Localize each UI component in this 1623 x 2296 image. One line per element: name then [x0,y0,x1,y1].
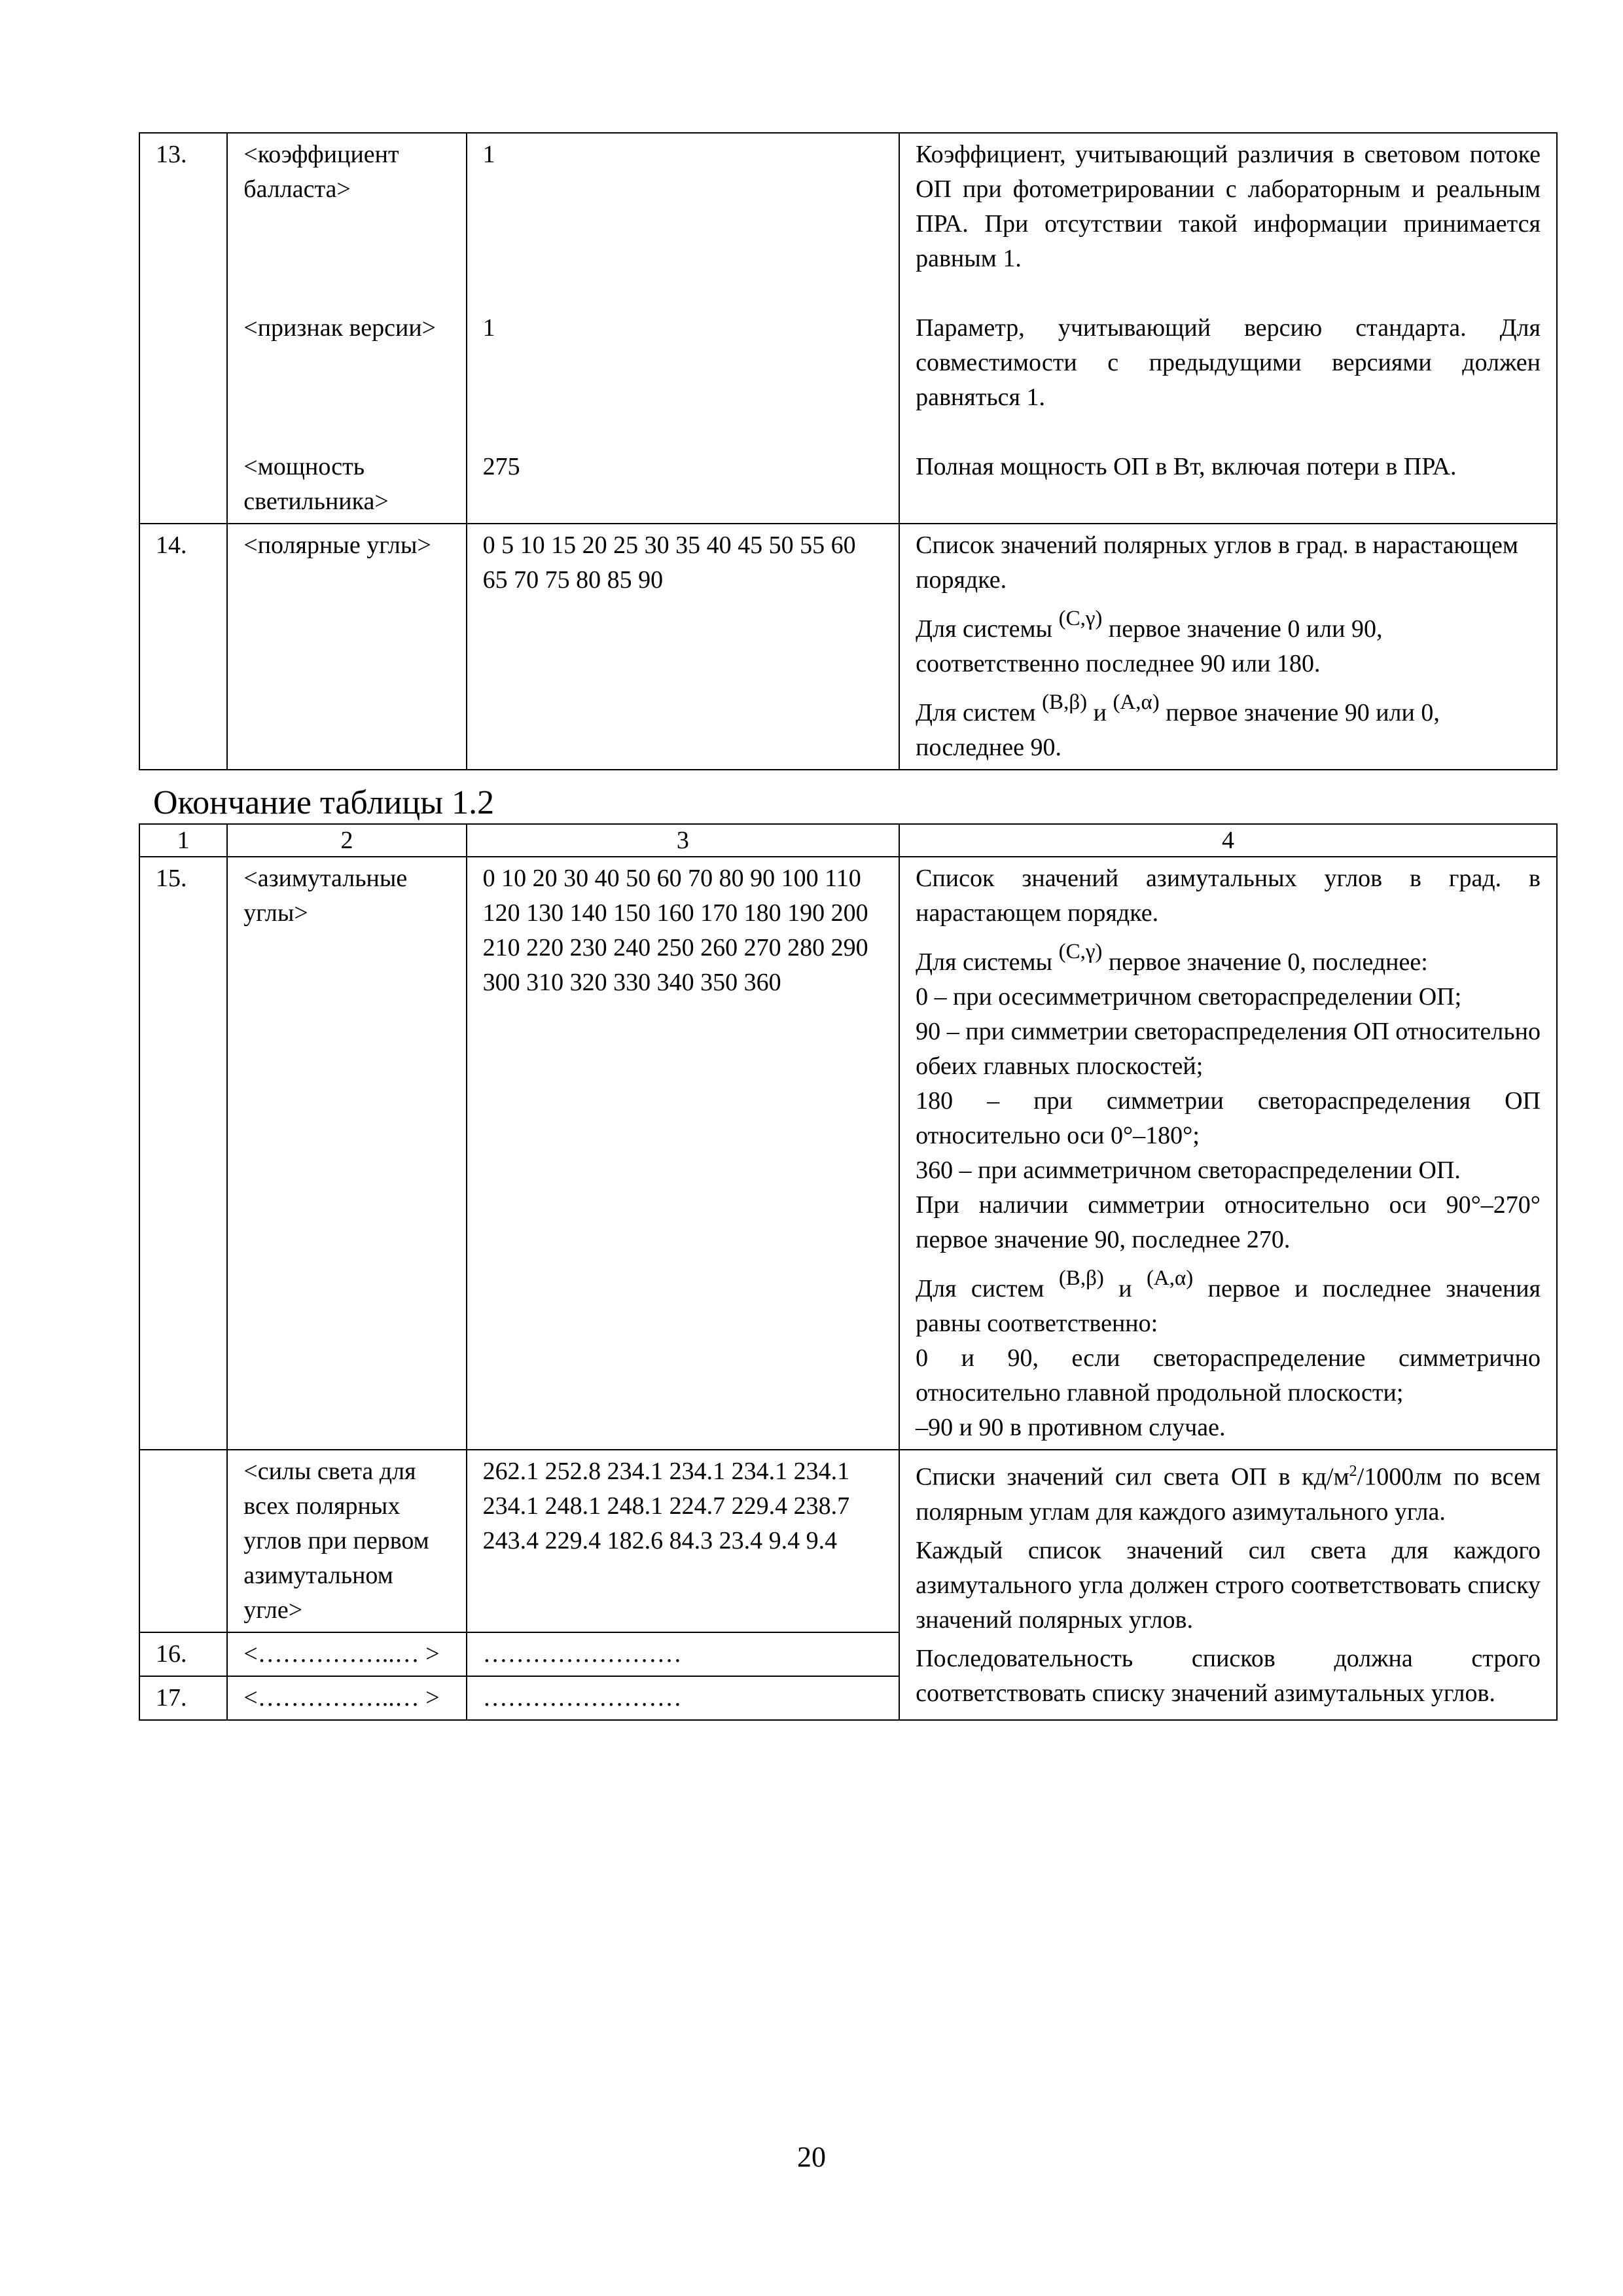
desc-line: Для систем (B,β) и (A,α) первое значение 90 или 0, последнее 90. [916,691,1440,762]
desc-line: 90 – при симметрии светораспределения ОП относительно обеих главных плоскостей; [916,1018,1541,1081]
param-value: 1 [482,314,495,342]
bbeta-symbol: (B,β) [1058,1266,1104,1291]
desc-line: 0 и 90, если светораспределение симметрично относительно главной продольной плоскости; [916,1344,1541,1407]
desc-line: Список значений полярных углов в град. в нарастающем порядке. [916,531,1518,594]
aalpha-symbol: (A,α) [1113,691,1160,715]
desc-line: Последовательность списков должна строго соответствовать списку значений азимутальных углов. [916,1644,1541,1707]
desc-line: 180 – при симметрии светораспределения ОП относительно оси 0°–180°; [916,1087,1541,1150]
row-number: 13. [139,133,227,524]
param-name: <……………..… > [227,1676,466,1720]
column-header: 4 [899,824,1557,857]
desc-line: Для систем (B,β) и (A,α) первое и последнее значения равны соответственно: [916,1266,1541,1338]
param-name: <полярные углы> [227,524,466,770]
param-value: 1 [482,141,495,168]
param-value: 0 5 10 15 20 25 30 35 40 45 50 55 60 65 70 75 80 85 90 [467,524,899,770]
column-header: 1 [139,824,227,857]
param-desc [899,857,1557,1450]
param-desc: Полная мощность ОП в Вт, включая потери в ПРА. [916,453,1457,480]
param-desc [899,1450,1557,1720]
param-name: <коэффициент балласта> [243,141,399,203]
param-value: …………………… [467,1632,899,1676]
desc-line: Каждый список значений сил света для каждого азимутального угла должен строго соответствовать списку значений полярных углов. [916,1536,1541,1634]
desc-line: Для системы (C,γ) первое значение 0, последнее: [916,940,1428,977]
row-number: 14. [139,524,227,770]
param-name: <признак версии> [243,314,437,342]
desc-line: При наличии симметрии относительно оси 90°–270° первое значение 90, последнее 270. [916,1191,1541,1254]
cgamma-symbol: (C,γ) [1058,940,1103,963]
desc-line: 360 – при асимметричном светораспределении ОП. [916,1157,1461,1185]
row-number: 17. [139,1676,227,1720]
row-number: 15. [139,857,227,1450]
param-value: …………………… [467,1676,899,1720]
desc-line: 0 – при осесимметричном светораспределении ОП; [916,983,1462,1011]
column-header: 2 [227,824,466,857]
row-number [139,1450,227,1632]
table-row [139,133,1557,524]
param-value: 275 [482,453,520,480]
param-name: <азимутальные углы> [227,857,466,1450]
param-name: <мощность светильника> [243,453,389,515]
param-desc: Коэффициент, учитывающий различия в световом потоке ОП при фотометрировании с лабораторным и реальным ПРА. При отсутствии такой информации принимается равным 1. [916,141,1541,272]
table-title: Окончание таблицы 1.2 [153,784,495,821]
param-name: <силы света для всех полярных углов при первом азимутальном угле> [227,1450,466,1632]
desc-line: Для системы (C,γ) первое значение 0 или 90, соответственно последнее 90 или 180. [916,607,1383,678]
bbeta-symbol: (B,β) [1042,691,1088,715]
cgamma-symbol: (C,γ) [1058,607,1103,630]
row-number: 16. [139,1632,227,1676]
param-desc [899,524,1557,770]
param-desc: Параметр, учитывающий версию стандарта. Для совместимости с предыдущими версиями должен равняться 1. [916,314,1541,411]
column-header: 3 [467,824,899,857]
table-header-row [139,824,1557,857]
parameters-table-bottom [139,823,1558,1721]
table-row [139,524,1557,770]
aalpha-symbol: (A,α) [1146,1266,1194,1291]
desc-line: –90 и 90 в противном случае. [916,1414,1226,1442]
table-row [139,1450,1557,1632]
desc-line: Список значений азимутальных углов в град. в нарастающем порядке. [916,865,1541,927]
param-descriptions [899,133,1557,524]
parameters-table-top [139,132,1558,770]
desc-line: Списки значений сил света ОП в $кд/м^2/1000лм$ по всем полярным углам для каждого азимутального угла. [916,1463,1541,1526]
param-value: 262.1 252.8 234.1 234.1 234.1 234.1 234.1 248.1 248.1 224.7 229.4 238.7 243.4 229.4 182.6 84.3 23.4 9.4 9.4 [467,1450,899,1632]
table-row [139,857,1557,1450]
page-number: 20 [797,2141,826,2173]
param-values [467,133,899,524]
param-names [227,133,466,524]
param-name: <……………..… > [227,1632,466,1676]
param-value: 0 10 20 30 40 50 60 70 80 90 100 110 120 130 140 150 160 170 180 190 200 210 220 230 240 250 260 270 280 290 300 310 320 330 340 350 360 [467,857,899,1450]
